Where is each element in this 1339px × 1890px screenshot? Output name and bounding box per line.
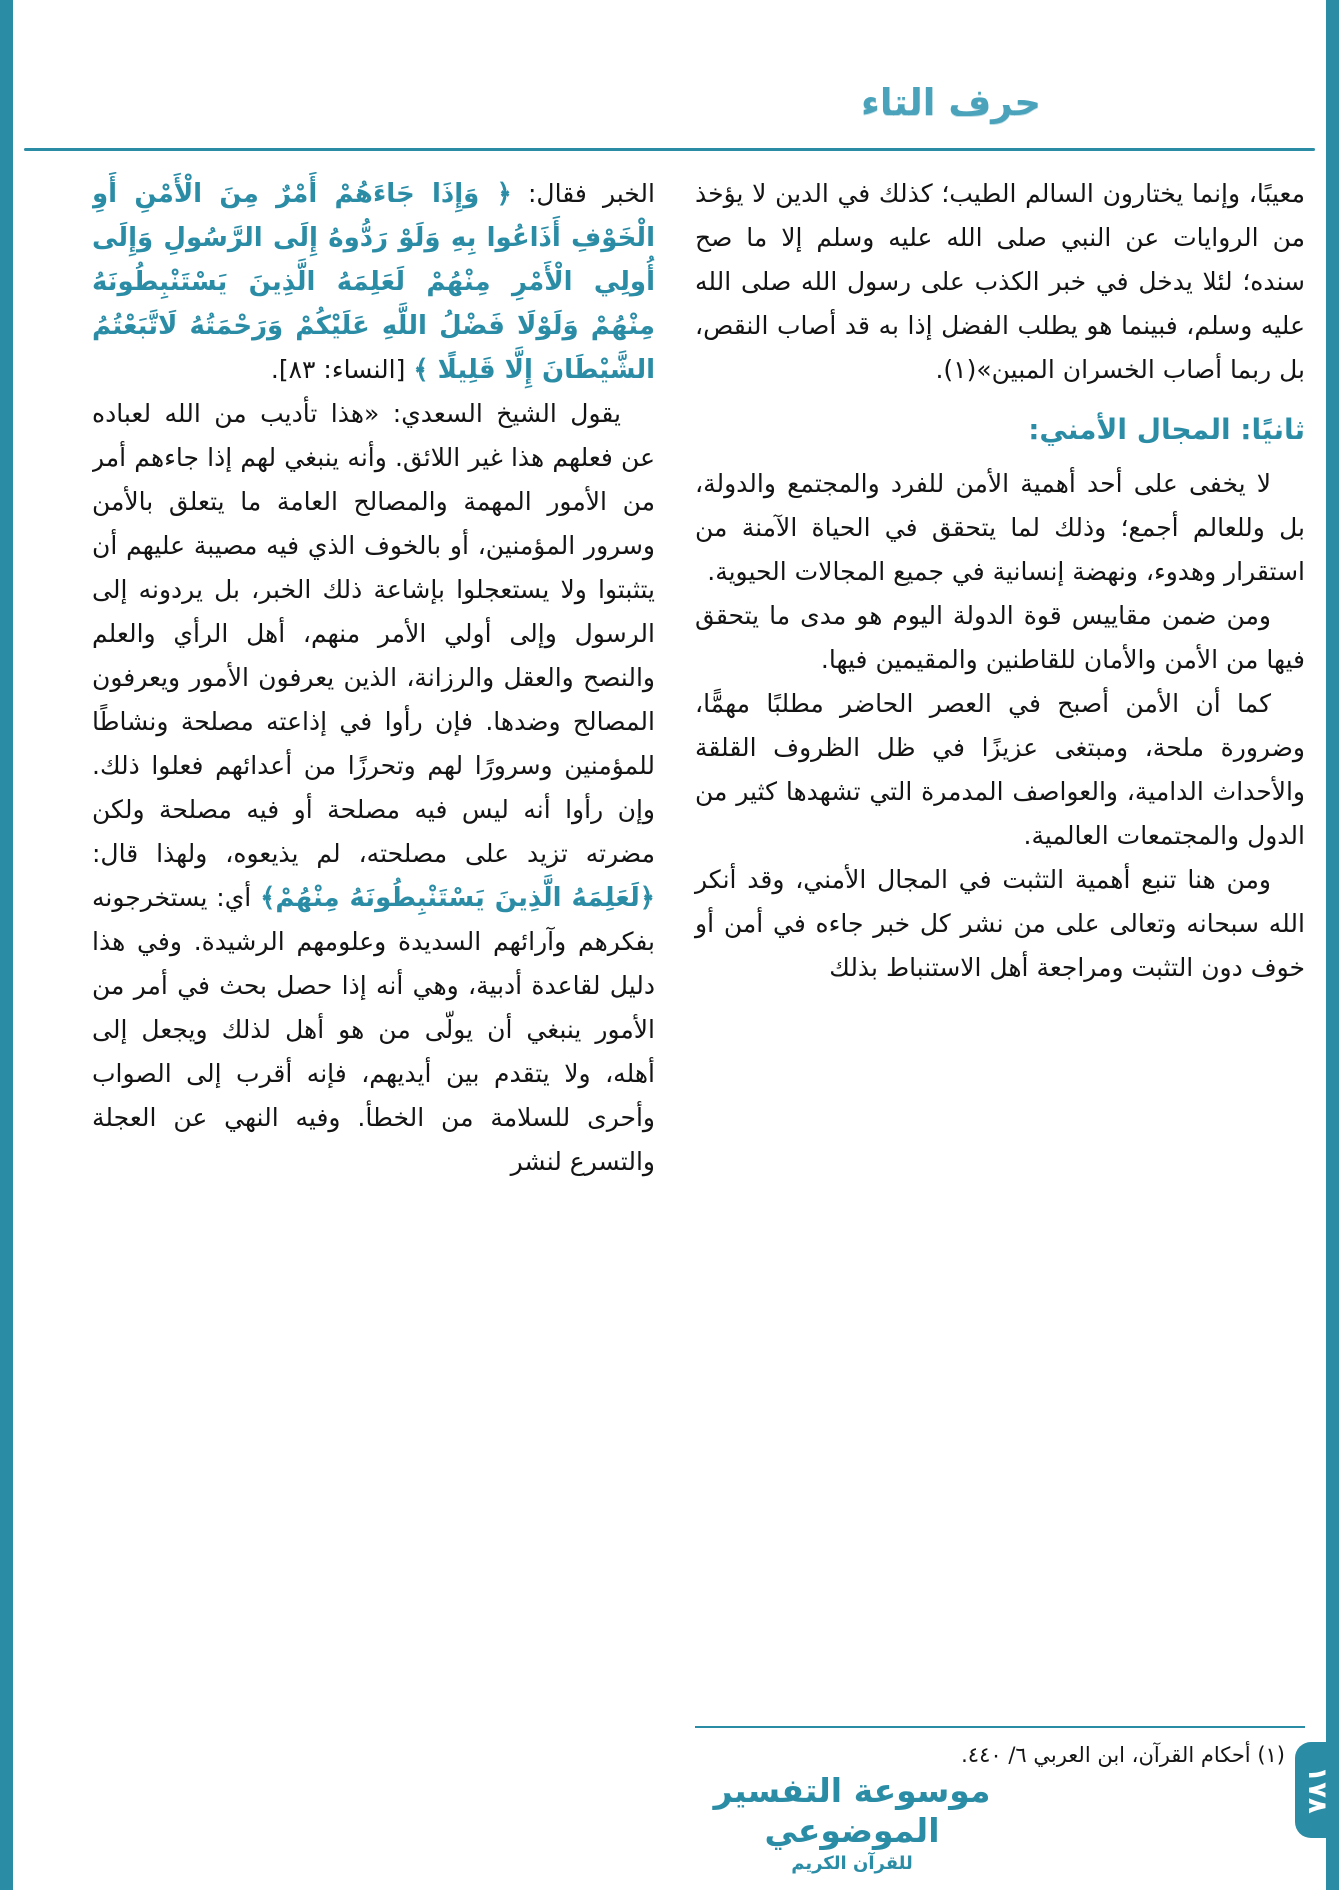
column-left	[92, 172, 655, 1772]
page-content	[92, 172, 1305, 1772]
section-heading: ثانيًا: المجال الأمني:	[1028, 413, 1305, 446]
body-paragraph: كما أن الأمن أصبح في العصر الحاضر مطلبًا مهمًّا، وضرورة ملحة، ومبتغى عزيزًا في ظل الظروف القلقة والأحداث الدامية، والعواصف المدمرة التي تشهدها كثير من الدول والمجتمعات العالمية.	[695, 689, 1305, 850]
lead-text: الخبر فقال:	[528, 179, 655, 208]
left-edge-band	[0, 0, 13, 1890]
quran-verse: ﴿ وَإِذَا جَاءَهُمْ أَمْرٌ مِنَ الْأَمْنِ أَوِ الْخَوْفِ أَذَاعُوا بِهِ وَلَوْ رَدُّوهُ إِلَى الرَّسُولِ وَإِلَى أُولِي الْأَمْرِ مِنْهُمْ لَعَلِمَهُ الَّذِينَ يَسْتَنْبِطُونَهُ مِنْهُمْ وَلَوْلَا فَضْلُ اللَّهِ عَلَيْكُمْ وَرَحْمَتُهُ لَاتَّبَعْتُمُ الشَّيْطَانَ إِلَّا قَلِيلًا ﴾	[92, 179, 655, 385]
tafsir-text-a: يقول الشيخ السعدي: «هذا تأديب من الله لعباده عن فعلهم هذا غير اللائق. وأنه ينبغي لهم إذا جاءهم أمر من الأمور المهمة والمصالح العامة ما يتعلق بالأمن وسرور المؤمنين، أو بالخوف الذي فيه مصيبة عليهم أن يتثبتوا ولا يستعجلوا بإشاعة ذلك الخبر، بل يردونه إلى الرسول وإلى أولي الأمر منهم، أهل الرأي والعلم والنصح والعقل والرزانة، الذين يعرفون الأمور ويعرفون المصالح وضدها. فإن رأوا في إذاعته مصلحة ونشاطًا للمؤمنين وسرورًا لهم وتحرزًا من أعدائهم فعلوا ذلك. وإن رأوا أنه ليس فيه مصلحة أو فيه مصلحة ولكن مضرته تزيد على مصلحته، لم يذيعوه، ولهذا قال:	[92, 399, 655, 868]
verse-paragraph	[92, 172, 655, 392]
logo-subtitle: للقرآن الكريم	[791, 1853, 913, 1874]
page-number: ١٧٨	[1301, 1766, 1332, 1814]
footnote-divider	[695, 1726, 1305, 1728]
chapter-header: حرف التاء	[860, 81, 1041, 124]
column-right	[695, 172, 1305, 1772]
body-paragraph: معيبًا، وإنما يختارون السالم الطيب؛ كذلك في الدين لا يؤخذ من الروايات عن النبي صلى الله عليه وسلم إلا ما صح سنده؛ لئلا يدخل في خبر الكذب على رسول الله صلى الله عليه وسلم، فبينما هو يطلب الفضل إذا به قد أصاب النقص، بل ربما أصاب الخسران المبين»(١).	[695, 179, 1305, 384]
tafsir-text-b: أي: يستخرجونه بفكرهم وآرائهم السديدة وعلومهم الرشيدة. وفي هذا دليل لقاعدة أدبية، وهي أنه إذا حصل بحث في أمر من الأمور ينبغي أن يولّى من هو أهل لذلك ويجعل إلى أهله، ولا يتقدم بين أيديهم، فإنه أقرب إلى الصواب وأحرى للسلامة من الخطأ. وفيه النهي عن العجلة والتسرع لنشر	[92, 883, 655, 1176]
verse-citation: [النساء: ٨٣].	[270, 355, 406, 384]
logo-title: موسوعة التفسير الموضوعي	[713, 1771, 991, 1850]
footnote-text: (١) أحكام القرآن، ابن العربي ٦/ ٤٤٠.	[961, 1743, 1285, 1767]
body-paragraph: ومن ضمن مقاييس قوة الدولة اليوم هو مدى ما يتحقق فيها من الأمن والأمان للقاطنين والمقيمين فيها.	[695, 601, 1305, 674]
footnote-block	[695, 1718, 1305, 1772]
page-number-tab	[1295, 1742, 1339, 1838]
body-paragraph: لا يخفى على أحد أهمية الأمن للفرد والمجتمع والدولة، بل وللعالم أجمع؛ وذلك لما يتحقق في الحياة الآمنة من استقرار وهدوء، ونهضة إنسانية في جميع المجالات الحيوية.	[695, 469, 1305, 586]
quran-verse-inline: ﴿لَعَلِمَهُ الَّذِينَ يَسْتَنْبِطُونَهُ مِنْهُمْ﴾	[260, 883, 655, 913]
header-divider-rule	[24, 148, 1315, 151]
tafsir-paragraph	[92, 392, 655, 1184]
body-paragraph: ومن هنا تنبع أهمية التثبت في المجال الأمني، وقد أنكر الله سبحانه وتعالى على من نشر كل خبر جاءه في أمن أو خوف دون التثبت ومراجعة أهل الاستنباط بذلك	[695, 865, 1305, 982]
right-edge-band	[1326, 0, 1339, 1890]
publisher-logo	[687, 1771, 1017, 1874]
